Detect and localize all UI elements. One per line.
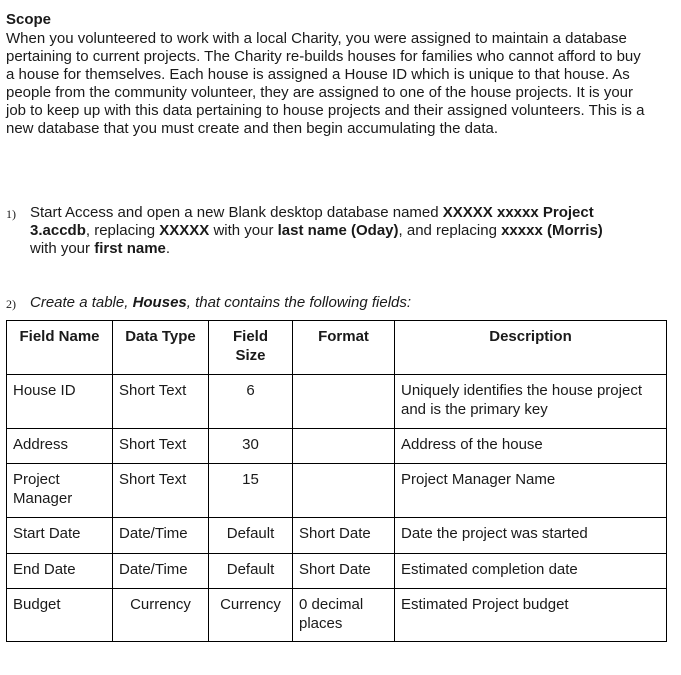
- placeholder-first-name: xxxxx (Morris): [501, 222, 603, 239]
- step-1-text-part: with your: [209, 222, 278, 239]
- cell-field-size: 15: [209, 464, 293, 518]
- step-2-text-part: , that contains the following fields:: [186, 294, 412, 311]
- cell-data-type: Currency: [113, 589, 209, 642]
- step-1-text-part: , and replacing: [398, 222, 502, 239]
- header-field-name: Field Name: [7, 321, 113, 375]
- cell-field-size: Default: [209, 518, 293, 554]
- table-name: Houses: [132, 294, 187, 311]
- table-row: [7, 375, 667, 429]
- table-row: [7, 554, 667, 589]
- step-2-number: 2): [6, 297, 16, 311]
- cell-description: Estimated completion date: [395, 554, 667, 589]
- step-1-text: [30, 204, 610, 258]
- cell-description: Uniquely identifies the house project and is the primary key: [395, 375, 667, 429]
- table-header-row: [7, 321, 667, 375]
- cell-format: [293, 375, 395, 429]
- step-2-text: [30, 294, 411, 312]
- cell-field-name: Start Date: [7, 518, 113, 554]
- last-name-label: last name (Oday): [277, 222, 399, 239]
- cell-field-size: 6: [209, 375, 293, 429]
- table-row: [7, 464, 667, 518]
- cell-data-type: Short Text: [113, 464, 209, 518]
- header-format: Format: [293, 321, 395, 375]
- cell-format: Short Date: [293, 518, 395, 554]
- cell-description: Date the project was started: [395, 518, 667, 554]
- scope-heading: Scope: [6, 11, 52, 28]
- header-data-type: Data Type: [113, 321, 209, 375]
- cell-field-size: Currency: [209, 589, 293, 642]
- cell-data-type: Short Text: [113, 375, 209, 429]
- step-1-text-part: with your: [30, 240, 95, 257]
- step-1-text-part: , replacing: [85, 222, 160, 239]
- placeholder-last-name: XXXXX: [159, 222, 210, 239]
- cell-format: [293, 429, 395, 464]
- step-1-number: 1): [6, 207, 16, 221]
- first-name-label: first name: [94, 240, 166, 257]
- cell-format: [293, 464, 395, 518]
- table-row: [7, 518, 667, 554]
- fields-table: [6, 320, 667, 642]
- cell-field-name: Budget: [7, 589, 113, 642]
- step-2-text-part: Create a table,: [30, 294, 133, 311]
- step-1-text-part: Start Access and open a new Blank desktop database named: [30, 204, 443, 221]
- cell-description: Estimated Project budget: [395, 589, 667, 642]
- scope-paragraph: When you volunteered to work with a local Charity, you were assigned to maintain a database pertaining to current projects. The Charity re-builds houses for families who cannot afford to buy a house for themselves. Each house is assigned a House ID which is unique to that house. As people from the community volunteer, they are assigned to one of the house projects. It is your job to keep up with this data pertaining to house projects and their assigned volunteers. This is a new database that you must create and then begin accumulating the data.: [6, 30, 645, 137]
- cell-data-type: Short Text: [113, 429, 209, 464]
- cell-description: Address of the house: [395, 429, 667, 464]
- header-description: Description: [395, 321, 667, 375]
- cell-field-name: End Date: [7, 554, 113, 589]
- header-field-size: Field Size: [209, 321, 293, 375]
- cell-field-name: House ID: [7, 375, 113, 429]
- database-name: XXXXX xxxxx Project 3.accdb: [30, 204, 594, 239]
- cell-field-size: 30: [209, 429, 293, 464]
- step-1-text-part: .: [165, 240, 171, 257]
- table-row: [7, 589, 667, 642]
- cell-data-type: Date/Time: [113, 554, 209, 589]
- table-row: [7, 429, 667, 464]
- cell-field-name: Address: [7, 429, 113, 464]
- cell-data-type: Date/Time: [113, 518, 209, 554]
- cell-format: Short Date: [293, 554, 395, 589]
- cell-field-name: Project Manager: [7, 464, 113, 518]
- cell-description: Project Manager Name: [395, 464, 667, 518]
- cell-field-size: Default: [209, 554, 293, 589]
- cell-format: 0 decimal places: [293, 589, 395, 642]
